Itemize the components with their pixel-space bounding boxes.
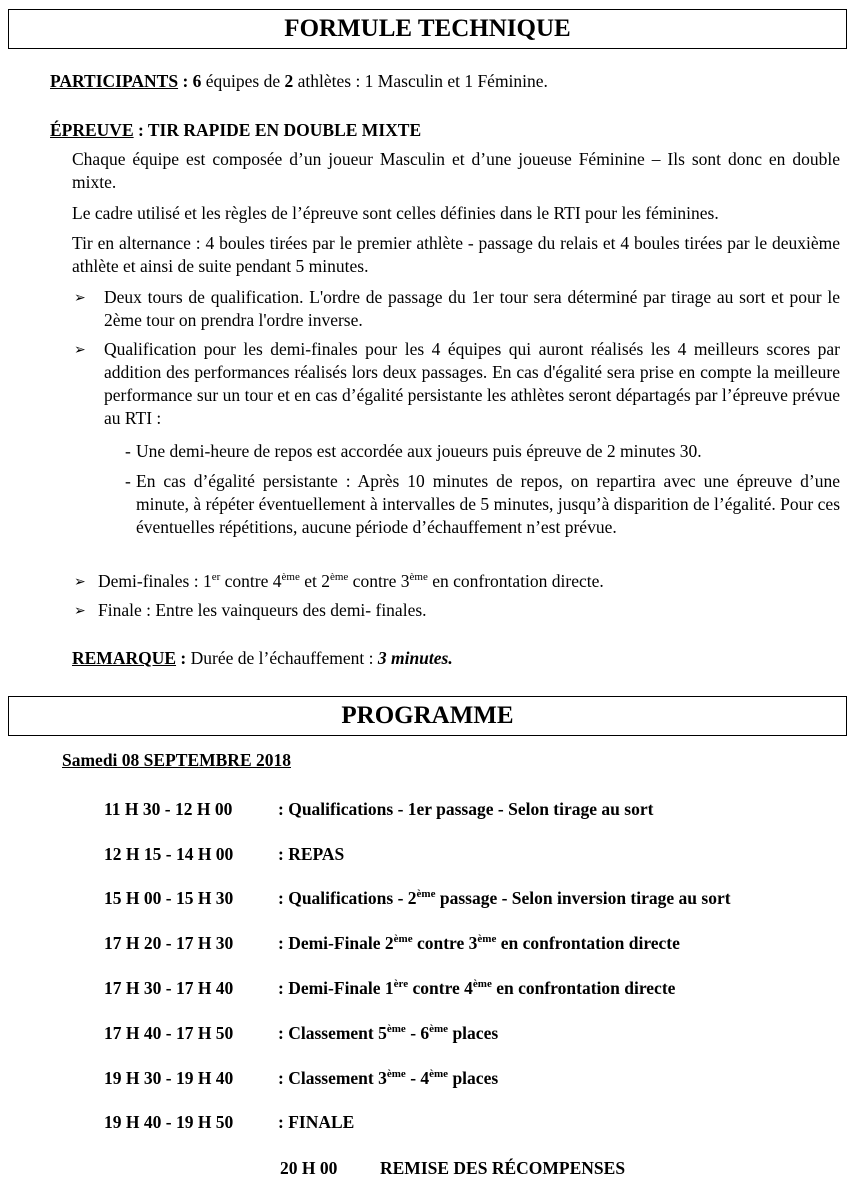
dash-item-egalite: En cas d’égalité persistante : Après 10 minutes de repos, on repartira avec une épreuve d’une minute, à répéter éventuellement à intervalles de 5 minutes, jusqu’à disparition de l’égalité. Pour ces éventuelles répétitions, aucune période d’échauffement n’est prévue. xyxy=(136,471,840,537)
demi-text-d: contre 3 xyxy=(348,571,410,591)
epreuve-label: ÉPREUVE xyxy=(50,120,134,140)
dash-marker: - xyxy=(125,441,131,461)
bullet-tours: Deux tours de qualification. L'ordre de passage du 1er tour sera déterminé par tirage au sort et pour le 2ème tour on prendra l'ordre inverse. xyxy=(104,287,840,330)
schedule-sup: ème xyxy=(393,933,413,945)
participants-size: 2 xyxy=(284,71,294,91)
remarque-line xyxy=(72,647,453,669)
schedule-desc-text: places xyxy=(448,1068,499,1088)
demi-text-e: en confrontation directe. xyxy=(427,571,604,591)
schedule-sup: ème xyxy=(416,888,436,900)
schedule-time: 17 H 20 - 17 H 30 xyxy=(104,933,234,953)
schedule-desc-text: : FINALE xyxy=(278,1112,355,1132)
epreuve-title: : TIR RAPIDE EN DOUBLE MIXTE xyxy=(133,120,422,140)
schedule-desc-text: : Qualifications - 1er passage - Selon tirage au sort xyxy=(278,799,654,819)
bullet-qualification: Qualification pour les demi-finales pour les 4 équipes qui auront réalisés les 4 meilleurs scores par addition des performances réalisés lors deux passages. En cas d'égalité sera prise en compte la meilleure performance sur un tour et en cas d’égalité persistante les athlètes seront départagés par l’épreuve prévue au RTI : xyxy=(104,339,840,428)
schedule-desc xyxy=(278,887,731,909)
schedule-sup: ème xyxy=(477,933,497,945)
bullet-demi-finales xyxy=(98,570,604,592)
bullet-finale: Finale : Entre les vainqueurs des demi- finales. xyxy=(98,600,427,620)
schedule-desc-text: : Classement 5 xyxy=(278,1023,387,1043)
schedule-desc xyxy=(278,843,344,865)
schedule-desc-text: en confrontation directe xyxy=(496,933,680,953)
schedule-desc-text: : Demi-Finale 2 xyxy=(278,933,394,953)
schedule-time: 11 H 30 - 12 H 00 xyxy=(104,799,233,819)
schedule-desc xyxy=(278,1022,498,1044)
schedule-desc-text: en confrontation directe xyxy=(491,978,676,998)
schedule-desc-text: places xyxy=(448,1023,499,1043)
schedule-desc-text: : Qualifications - 2 xyxy=(278,888,417,908)
schedule-desc xyxy=(278,977,675,999)
epreuve-heading xyxy=(50,119,421,141)
remarque-sep: : xyxy=(176,648,191,668)
participants-label: PARTICIPANTS xyxy=(50,71,179,91)
schedule-sup: ème xyxy=(386,1068,406,1080)
paragraph-cadre: Le cadre utilisé et les règles de l’épreuve sont celles définies dans le RTI pour les féminines. xyxy=(72,203,719,223)
schedule-time: 20 H 00 xyxy=(280,1158,338,1178)
schedule-desc-text: contre 3 xyxy=(412,933,478,953)
schedule-sup: ème xyxy=(429,1068,449,1080)
demi-text-b: contre 4 xyxy=(220,571,282,591)
programme-date: Samedi 08 SEPTEMBRE 2018 xyxy=(62,750,291,770)
schedule-sup: ème xyxy=(472,978,492,990)
bullet-arrow-icon: ➢ xyxy=(74,603,86,619)
schedule-time: 19 H 30 - 19 H 40 xyxy=(104,1068,234,1088)
demi-text-a: Demi-finales : 1 xyxy=(98,571,212,591)
bullet-arrow-icon: ➢ xyxy=(74,342,86,358)
participants-sep: : xyxy=(178,71,193,91)
schedule-desc xyxy=(278,1067,498,1089)
bullet-arrow-icon: ➢ xyxy=(74,574,86,590)
demi-sup-4: ème xyxy=(409,571,428,583)
schedule-time: 15 H 00 - 15 H 30 xyxy=(104,888,234,908)
participants-rest: athlètes : 1 Masculin et 1 Féminine. xyxy=(293,71,548,91)
dash-item-repos: Une demi-heure de repos est accordée aux joueurs puis épreuve de 2 minutes 30. xyxy=(136,441,702,461)
paragraph-alternance: Tir en alternance : 4 boules tirées par le premier athlète - passage du relais et 4 boules tirées par le deuxième athlète et ainsi de suite pendant 5 minutes. xyxy=(72,233,840,276)
schedule-sup: ère xyxy=(393,978,409,990)
remarque-value: 3 minutes. xyxy=(377,648,453,668)
dash-marker: - xyxy=(125,471,131,491)
participants-line xyxy=(50,70,548,92)
schedule-desc-text: passage - Selon inversion tirage au sort xyxy=(435,888,731,908)
remarque-label: REMARQUE xyxy=(72,648,177,668)
schedule-desc xyxy=(278,1111,354,1133)
section-title-formule: FORMULE TECHNIQUE xyxy=(8,9,847,49)
schedule-desc-text: contre 4 xyxy=(408,978,473,998)
demi-sup-2: ème xyxy=(281,571,300,583)
participants-count: 6 xyxy=(192,71,202,91)
schedule-sup: ème xyxy=(386,1023,406,1035)
schedule-time: 17 H 40 - 17 H 50 xyxy=(104,1023,234,1043)
schedule-time: 17 H 30 - 17 H 40 xyxy=(104,978,234,998)
schedule-desc-text: : REPAS xyxy=(278,844,345,864)
remarque-text: Durée de l’échauffement : xyxy=(190,648,378,668)
schedule-desc xyxy=(278,798,653,820)
schedule-desc-text: : Demi-Finale 1 xyxy=(278,978,394,998)
schedule-desc-text: - 4 xyxy=(405,1068,430,1088)
participants-mid: équipes de xyxy=(201,71,285,91)
schedule-desc-text: - 6 xyxy=(405,1023,430,1043)
schedule-final-text: REMISE DES RÉCOMPENSES xyxy=(380,1158,626,1178)
schedule-time: 12 H 15 - 14 H 00 xyxy=(104,844,234,864)
demi-sup-3: ème xyxy=(329,571,349,583)
section-title-programme: PROGRAMME xyxy=(8,696,847,736)
schedule-time: 19 H 40 - 19 H 50 xyxy=(104,1112,234,1132)
schedule-sup: ème xyxy=(429,1023,449,1035)
schedule-desc xyxy=(278,932,680,954)
paragraph-composition: Chaque équipe est composée d’un joueur Masculin et d’une joueuse Féminine – Ils sont donc en double mixte. xyxy=(72,149,840,192)
bullet-arrow-icon: ➢ xyxy=(74,290,86,306)
schedule-desc-text: : Classement 3 xyxy=(278,1068,387,1088)
demi-text-c: et 2 xyxy=(299,571,330,591)
demi-sup-1: er xyxy=(211,571,221,583)
